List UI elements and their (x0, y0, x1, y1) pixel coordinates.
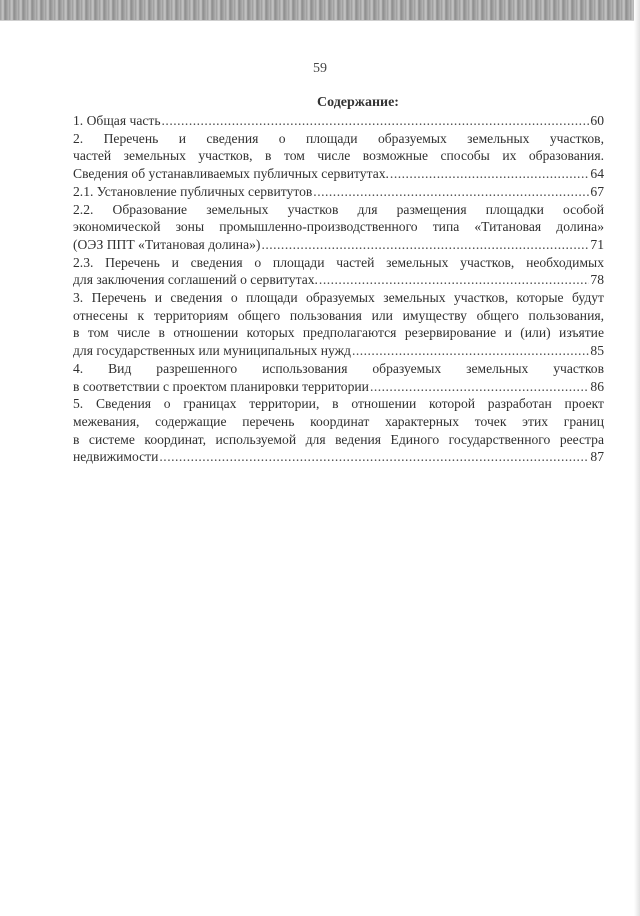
toc-entry-line: 2. Перечень и сведения о площади образуемых земельных участков, (73, 130, 604, 146)
toc-entry-last-line (73, 183, 604, 201)
toc-entry-line: в том числе в отношении которых предполагаются резервирование и (или) изъятие (73, 325, 604, 341)
toc-entry-title: недвижимости (73, 449, 159, 465)
scan-edge-top (0, 0, 640, 21)
dot-leader (261, 236, 589, 254)
toc-entry-last-line (73, 271, 604, 289)
toc-entry[interactable] (73, 183, 604, 201)
dot-leader (390, 165, 589, 183)
toc-entry-title: для заключения соглашений о сервитутах. (73, 272, 318, 288)
toc-title: Содержание: (317, 95, 399, 110)
table-of-contents (73, 112, 604, 466)
toc-entry[interactable] (73, 112, 604, 130)
toc-entry-last-line (73, 112, 604, 130)
toc-entry-last-line (73, 378, 604, 396)
toc-entry-line: в системе координат, используемой для ведения Единого государственного реестра (73, 431, 604, 447)
toc-entry-line: 4. Вид разрешенного использования образуемых земельных участков (73, 360, 604, 376)
toc-entry-page: 86 (590, 378, 604, 394)
toc-entry-line: 5. Сведения о границах территории, в отношении которой разработан проект (73, 396, 604, 412)
toc-entry-title: в соответствии с проектом планировки территории (73, 378, 369, 394)
toc-entry-page: 67 (590, 183, 604, 199)
toc-entry-title: для государственных или муниципальных нужд (73, 343, 351, 359)
toc-entry-line: межевания, содержащие перечень координат характерных точек этих границ (73, 413, 604, 429)
toc-entry[interactable] (73, 289, 604, 360)
toc-entry-last-line (73, 342, 604, 360)
toc-entry-page: 87 (590, 449, 604, 465)
dot-leader (313, 183, 589, 201)
toc-entry-page: 71 (590, 236, 604, 252)
page-number: 59 (313, 61, 327, 76)
toc-entry-line: 3. Перечень и сведения о площади образуемых земельных участков, которые будут (73, 290, 604, 306)
dot-leader (159, 448, 589, 466)
dot-leader (370, 378, 589, 396)
scan-edge-right (634, 0, 640, 916)
toc-entry-line: отнесены к территориям общего пользования или имуществу общего пользования, (73, 307, 604, 323)
toc-entry-last-line (73, 236, 604, 254)
dot-leader (352, 342, 589, 360)
toc-entry-page: 64 (590, 166, 604, 182)
dot-leader (319, 271, 589, 289)
toc-entry-line: экономической зоны промышленно-производственного типа «Титановая долина» (73, 219, 604, 235)
toc-entry-line: частей земельных участков, в том числе возможные способы их образования. (73, 148, 604, 164)
toc-entry-title: (ОЭЗ ППТ «Титановая долина») (73, 236, 261, 252)
toc-entry[interactable] (73, 395, 604, 466)
toc-entry-line: 2.2. Образование земельных участков для размещения площадки особой (73, 201, 604, 217)
toc-entry-title: 2.1. Установление публичных сервитутов (73, 183, 313, 199)
toc-entry-page: 78 (590, 272, 604, 288)
dot-leader (162, 112, 590, 130)
toc-entry[interactable] (73, 360, 604, 395)
toc-entry-title: 1. Общая часть (73, 113, 161, 128)
toc-entry[interactable] (73, 201, 604, 254)
toc-entry[interactable] (73, 130, 604, 183)
toc-entry-page: 85 (590, 343, 604, 359)
toc-entry[interactable] (73, 254, 604, 289)
toc-entry-page: 60 (590, 113, 604, 128)
toc-entry-line: 2.3. Перечень и сведения о площади частей земельных участков, необходимых (73, 254, 604, 270)
toc-entry-last-line (73, 165, 604, 183)
toc-entry-title: Сведения об устанавливаемых публичных сервитутах. (73, 166, 389, 182)
toc-entry-last-line (73, 448, 604, 466)
